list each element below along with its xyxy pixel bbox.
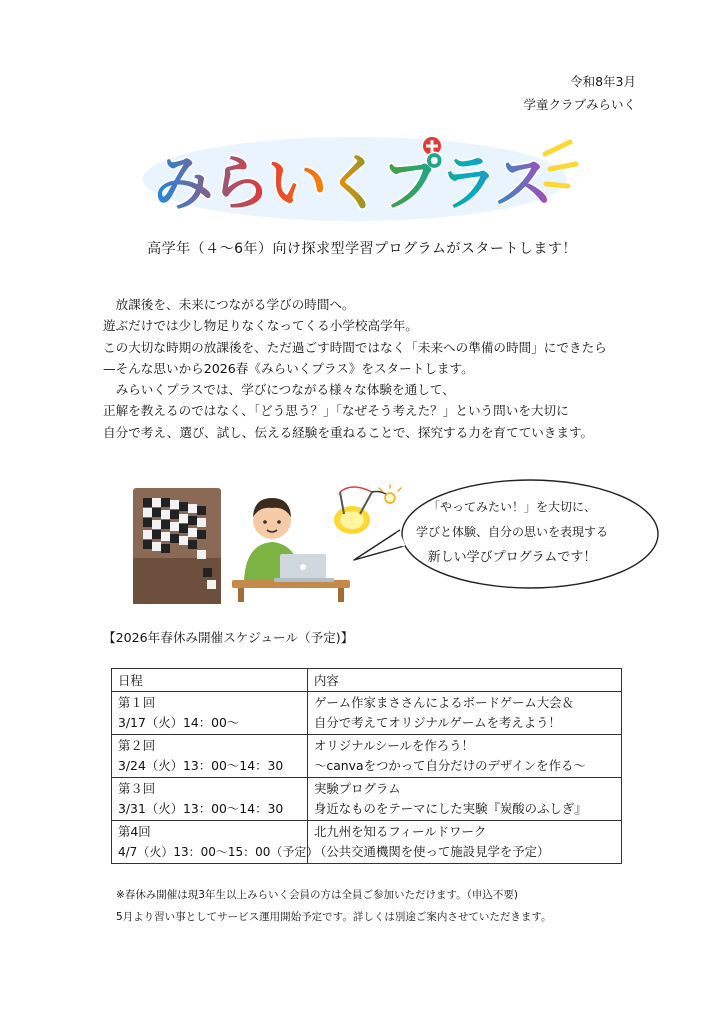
bubble-line: 「やってみたい！」を大切に、 — [427, 500, 596, 514]
header-content: 内容 — [308, 669, 622, 692]
schedule-table — [111, 668, 622, 864]
document-date: 令和8年3月 — [570, 74, 636, 89]
intro-line: —そんな思いから2026春《みらいくプラス》をスタートします。 — [103, 360, 474, 376]
session-label: 第4回 — [118, 824, 151, 839]
mirai-plus-logo — [140, 124, 580, 224]
organization-name: 学童クラブみらいく — [523, 97, 636, 112]
session-content: 自分で考えてオリジナルゲームを考えよう！ — [314, 715, 561, 730]
session-content: 身近なものをテーマにした実験『炭酸のふしぎ』 — [314, 801, 587, 816]
session-content: 実験プログラム — [314, 781, 401, 796]
intro-line: 正解を教えるのではなく、「どう思う？」「なぜそう考えた？」という問いを大切に — [103, 403, 569, 419]
bubble-message — [392, 495, 632, 570]
table-row — [112, 692, 622, 735]
table-row — [112, 778, 622, 821]
session-content: ゲーム作家まささんによるボードゲーム大会＆ — [314, 695, 574, 710]
board-game-photo — [133, 488, 221, 604]
header-date: 日程 — [112, 669, 308, 692]
table-row — [112, 821, 622, 864]
bubble-line: 新しい学びプログラムです！ — [427, 550, 597, 565]
session-content: 〜canvaをつかって自分だけのデザインを作る〜 — [314, 758, 586, 773]
table-header-row — [112, 669, 622, 692]
session-content: （公共交通機関を使って施設見学を予定） — [314, 844, 550, 859]
session-label: 第３回 — [118, 781, 156, 796]
session-time: 3/17（火）14：00〜 — [118, 715, 240, 730]
table-row — [112, 735, 622, 778]
session-label: 第２回 — [118, 738, 156, 753]
bubble-line: 学びと体験、自分の思いを表現する — [415, 525, 608, 539]
schedule-title: 【2026年春休み開催スケジュール（予定)】 — [103, 630, 354, 645]
session-time: 3/24（火）13：00〜14：30 — [118, 758, 284, 773]
footnote-line: 5月より習い事としてサービス運用開始予定です。詳しくは別途ご案内させていただきます。 — [116, 911, 552, 923]
session-time: 3/31（火）13：00〜14：30 — [118, 801, 284, 816]
intro-line: みらいくプラスでは、学びにつながる様々な体験を通して、 — [103, 382, 455, 398]
intro-line: 遊ぶだけでは少し物足りなくなってくる小学校高学年。 — [103, 318, 418, 334]
intro-line: 自分で考え、選び、試し、伝える経験を重ねることで、探究する力を育てていきます。 — [103, 424, 594, 440]
session-content: 北九州を知るフィールドワーク — [314, 824, 487, 839]
session-content: オリジナルシールを作ろう！ — [314, 738, 474, 753]
logo-text: みらいくプラス — [153, 149, 551, 219]
intro-line: 放課後を、未来につながる学びの時間へ。 — [103, 297, 355, 312]
session-label: 第１回 — [118, 695, 156, 710]
intro-line: この大切な時期の放課後を、ただ過ごす時間ではなく「未来への準備の時間」にできたら — [103, 339, 607, 355]
intro-paragraph — [103, 294, 663, 443]
program-subtitle: 高学年（４〜6年）向け探求型学習プログラムがスタートします！ — [147, 241, 577, 257]
footnotes — [116, 884, 552, 928]
session-time: 4/7（火）13：00〜15：00（予定） — [118, 845, 319, 859]
footnote-line: ※春休み開催は現3年生以上みらいく会員の方は全員ご参加いただけます。（申込不要) — [116, 889, 518, 901]
